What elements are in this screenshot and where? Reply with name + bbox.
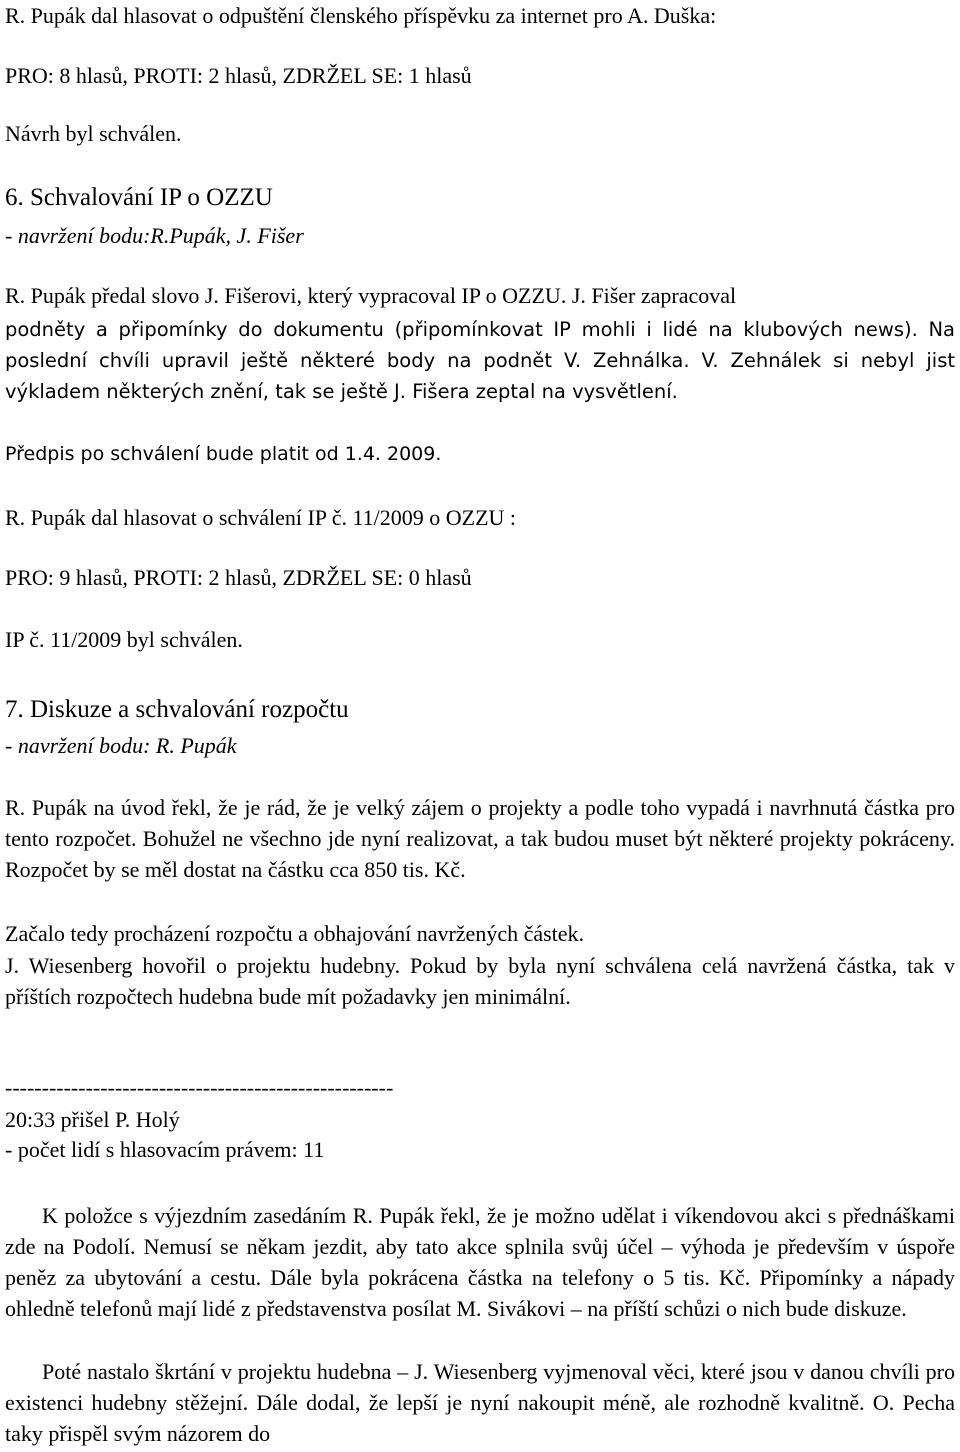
ip-approval-statement: IP č. 11/2009 byl schválen. bbox=[5, 627, 243, 652]
vote-result-ip: PRO: 9 hlasů, PROTI: 2 hlasů, ZDRŽEL SE: 0 hlasů bbox=[5, 565, 472, 590]
vote-result-internet: PRO: 8 hlasů, PROTI: 2 hlasů, ZDRŽEL SE: 1 hlasů bbox=[5, 63, 472, 88]
voter-count: - počet lidí s hlasovacím právem: 11 bbox=[5, 1137, 325, 1162]
section-7-paragraph-music: J. Wiesenberg hovořil o projektu hudebny. Pokud by byla nyní schválena celá navržená částka, tak v příštích rozpočtech hudebna bude mít požadavky jen minimální. bbox=[5, 953, 955, 1009]
section-6-paragraph-line1: R. Pupák předal slovo J. Fišerovi, který vypracoval IP o OZZU. J. Fišer zapracoval bbox=[5, 283, 737, 308]
section-6-paragraph: podněty a připomínky do dokumentu (připomínkovat IP mohli i lidé na klubových news). Na poslední chvíli upravil ještě některé body na podnět V. Zehnálka. V. Zehnálek si nebyl jist výkladem některých znění, tak se ještě J. Fišera zeptal na vysvětlení. bbox=[5, 318, 955, 403]
separator-line: ----------------------------------------------------- bbox=[5, 1075, 394, 1100]
section-7-paragraph-budget: Začalo tedy procházení rozpočtu a obhajování navržených částek. bbox=[5, 921, 585, 946]
section-6-proposer: - navržení bodu:R.Pupák, J. Fišer bbox=[5, 223, 304, 248]
section-heading-6: 6. Schvalování IP o OZZU bbox=[5, 184, 273, 211]
approval-statement: Návrh byl schválen. bbox=[5, 121, 182, 146]
section-6-validity: Předpis po schválení bude platit od 1.4. 2009. bbox=[5, 443, 442, 465]
vote-intro-internet: R. Pupák dal hlasovat o odpuštění členského příspěvku za internet pro A. Duška: bbox=[5, 3, 717, 28]
section-7-paragraph-cuts: Poté nastalo škrtání v projektu hudebna – J. Wiesenberg vyjmenoval věci, které jsou v danou chvíli pro existenci hudebny stěžejní. Dále dodal, že lepší je nyní nakoupit méně, ale rozhodně kvalitně. O. Pecha taky přispěl svým názorem do bbox=[5, 1359, 955, 1446]
section-7-paragraph-retreat: K položce s výjezdním zasedáním R. Pupák řekl, že je možno udělat i víkendovou akci s přednáškami zde na Podolí. Nemusí se někam jezdit, aby tato akce splnila svůj účel – výhoda je především v úspoře peněz za ubytování a cestu. Dále byla pokrácena částka na telefony o 5 tis. Kč. Připomínky a nápady ohledně telefonů mají lidé z představenstva posílat M. Sivákovi – na příští schůzi o nich bude diskuze. bbox=[5, 1203, 955, 1321]
section-7-proposer: - navržení bodu: R. Pupák bbox=[5, 733, 237, 758]
vote-intro-ip: R. Pupák dal hlasovat o schválení IP č. 11/2009 o OZZU : bbox=[5, 505, 517, 530]
arrival-note: 20:33 přišel P. Holý bbox=[5, 1107, 180, 1132]
section-heading-7: 7. Diskuze a schvalování rozpočtu bbox=[5, 696, 349, 723]
section-7-paragraph-intro: R. Pupák na úvod řekl, že je rád, že je velký zájem o projekty a podle toho vypadá i navrhnutá částka pro tento rozpočet. Bohužel ne všechno jde nyní realizovat, a tak budou muset být některé projekty pokráceny. Rozpočet by se měl dostat na částku cca 850 tis. Kč. bbox=[5, 795, 955, 882]
